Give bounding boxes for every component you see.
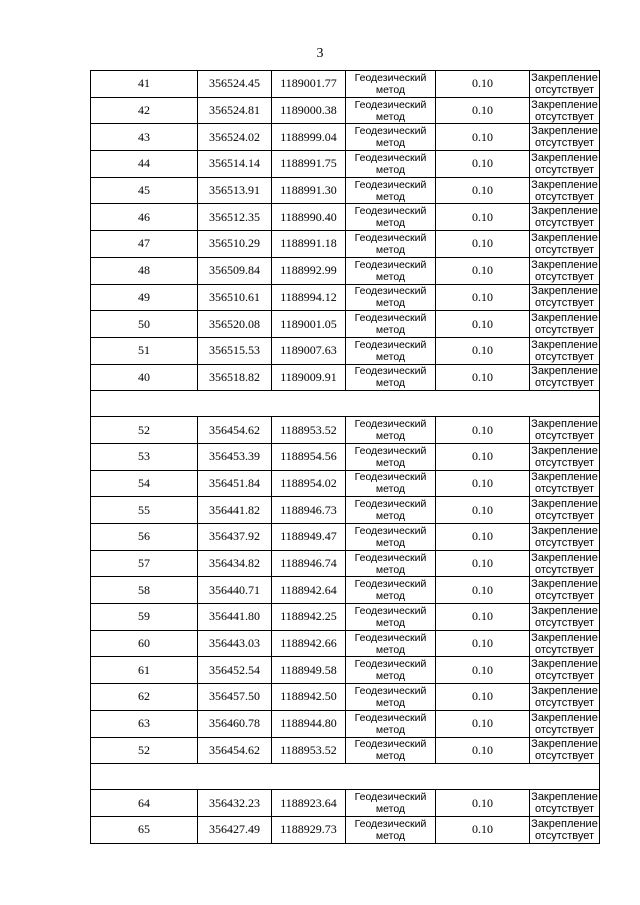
table-row [91, 577, 600, 604]
point-number-cell: 51 [91, 337, 198, 364]
method-cell: Геодезический метод [346, 417, 436, 444]
fixing-description-cell: Закрепление отсутствует [531, 791, 598, 816]
x-coordinate-cell: 356434.82 [198, 550, 272, 577]
table-row [91, 257, 600, 284]
method-cell: Геодезический метод [346, 524, 436, 551]
y-coordinate-cell: 1188929.73 [272, 816, 346, 843]
y-coordinate-cell: 1188992.99 [272, 257, 346, 284]
table-row [91, 284, 600, 311]
y-coordinate-cell: 1188923.64 [272, 790, 346, 817]
fixing-description-cell: Закрепление отсутствует [531, 524, 598, 549]
y-coordinate-cell: 1188949.58 [272, 657, 346, 684]
point-number-cell: 52 [91, 417, 198, 444]
y-coordinate-cell: 1188942.25 [272, 604, 346, 631]
y-coordinate-cell: 1188946.74 [272, 550, 346, 577]
precision-cell: 0.10 [436, 364, 530, 391]
point-number-cell: 54 [91, 470, 198, 497]
precision-cell: 0.10 [436, 550, 530, 577]
point-number-cell: 65 [91, 816, 198, 843]
precision-cell: 0.10 [436, 337, 530, 364]
method-cell: Геодезический метод [346, 816, 436, 843]
fixing-description-cell: Закрепление отсутствует [531, 231, 598, 256]
x-coordinate-cell: 356510.61 [198, 284, 272, 311]
table-row [91, 364, 600, 391]
fixing-description-cell: Закрепление отсутствует [531, 658, 598, 683]
method-cell: Геодезический метод [346, 604, 436, 631]
x-coordinate-cell: 356437.92 [198, 524, 272, 551]
y-coordinate-cell: 1188954.02 [272, 470, 346, 497]
method-cell: Геодезический метод [346, 657, 436, 684]
method-cell: Геодезический метод [346, 577, 436, 604]
y-coordinate-cell: 1189001.77 [272, 71, 346, 98]
page-number: 3 [316, 46, 324, 61]
precision-cell: 0.10 [436, 97, 530, 124]
y-coordinate-cell: 1188994.12 [272, 284, 346, 311]
table-row [91, 710, 600, 737]
fixing-description-cell: Закрепление отсутствует [531, 684, 598, 709]
point-number-cell: 44 [91, 151, 198, 178]
x-coordinate-cell: 356518.82 [198, 364, 272, 391]
x-coordinate-cell: 356441.82 [198, 497, 272, 524]
contour-separator-row [91, 764, 600, 790]
x-coordinate-cell: 356452.54 [198, 657, 272, 684]
x-coordinate-cell: 356524.81 [198, 97, 272, 124]
method-cell: Геодезический метод [346, 71, 436, 98]
point-number-cell: 57 [91, 550, 198, 577]
fixing-description-cell: Закрепление отсутствует [531, 151, 598, 176]
y-coordinate-cell: 1188954.56 [272, 443, 346, 470]
method-cell: Геодезический метод [346, 737, 436, 764]
fixing-description-cell: Закрепление отсутствует [531, 71, 598, 96]
fixing-description-cell: Закрепление отсутствует [531, 498, 598, 523]
y-coordinate-cell: 1188999.04 [272, 124, 346, 151]
x-coordinate-cell: 356515.53 [198, 337, 272, 364]
fixing-description-cell: Закрепление отсутствует [531, 258, 598, 283]
x-coordinate-cell: 356427.49 [198, 816, 272, 843]
fixing-description-cell: Закрепление отсутствует [531, 604, 598, 629]
x-coordinate-cell: 356509.84 [198, 257, 272, 284]
y-coordinate-cell: 1188991.18 [272, 231, 346, 258]
precision-cell: 0.10 [436, 470, 530, 497]
y-coordinate-cell: 1188942.50 [272, 684, 346, 711]
x-coordinate-cell: 356460.78 [198, 710, 272, 737]
method-cell: Геодезический метод [346, 470, 436, 497]
y-coordinate-cell: 1189001.05 [272, 311, 346, 338]
table-row [91, 337, 600, 364]
precision-cell: 0.10 [436, 790, 530, 817]
fixing-description-cell: Закрепление отсутствует [531, 338, 598, 363]
precision-cell: 0.10 [436, 604, 530, 631]
fixing-description-cell: Закрепление отсутствует [531, 178, 598, 203]
y-coordinate-cell: 1188942.64 [272, 577, 346, 604]
fixing-description-cell: Закрепление отсутствует [531, 444, 598, 469]
point-number-cell: 48 [91, 257, 198, 284]
method-cell: Геодезический метод [346, 630, 436, 657]
y-coordinate-cell: 1188991.30 [272, 177, 346, 204]
precision-cell: 0.10 [436, 657, 530, 684]
point-number-cell: 61 [91, 657, 198, 684]
contour-separator-cell [91, 764, 600, 790]
fixing-description-cell: Закрепление отсутствует [531, 471, 598, 496]
point-number-cell: 53 [91, 443, 198, 470]
x-coordinate-cell: 356454.62 [198, 417, 272, 444]
x-coordinate-cell: 356443.03 [198, 630, 272, 657]
fixing-description-cell: Закрепление отсутствует [531, 631, 598, 656]
table-row [91, 470, 600, 497]
x-coordinate-cell: 356513.91 [198, 177, 272, 204]
method-cell: Геодезический метод [346, 364, 436, 391]
x-coordinate-cell: 356451.84 [198, 470, 272, 497]
table-row [91, 417, 600, 444]
fixing-description-cell: Закрепление отсутствует [531, 551, 598, 576]
method-cell: Геодезический метод [346, 151, 436, 178]
fixing-description-cell: Закрепление отсутствует [531, 125, 598, 150]
precision-cell: 0.10 [436, 151, 530, 178]
fixing-description-cell: Закрепление отсутствует [531, 711, 598, 736]
table-row [91, 97, 600, 124]
fixing-description-cell: Закрепление отсутствует [531, 418, 598, 443]
y-coordinate-cell: 1189009.91 [272, 364, 346, 391]
coordinates-table [90, 70, 600, 844]
point-number-cell: 42 [91, 97, 198, 124]
precision-cell: 0.10 [436, 124, 530, 151]
precision-cell: 0.10 [436, 311, 530, 338]
y-coordinate-cell: 1188944.80 [272, 710, 346, 737]
table-row [91, 524, 600, 551]
point-number-cell: 62 [91, 684, 198, 711]
method-cell: Геодезический метод [346, 311, 436, 338]
table-row [91, 497, 600, 524]
fixing-description-cell: Закрепление отсутствует [531, 817, 598, 842]
x-coordinate-cell: 356440.71 [198, 577, 272, 604]
x-coordinate-cell: 356524.02 [198, 124, 272, 151]
precision-cell: 0.10 [436, 630, 530, 657]
table-row [91, 737, 600, 764]
point-number-cell: 43 [91, 124, 198, 151]
precision-cell: 0.10 [436, 204, 530, 231]
method-cell: Геодезический метод [346, 337, 436, 364]
y-coordinate-cell: 1188991.75 [272, 151, 346, 178]
precision-cell: 0.10 [436, 284, 530, 311]
point-number-cell: 40 [91, 364, 198, 391]
x-coordinate-cell: 356510.29 [198, 231, 272, 258]
x-coordinate-cell: 356457.50 [198, 684, 272, 711]
fixing-description-cell: Закрепление отсутствует [531, 312, 598, 337]
point-number-cell: 52 [91, 737, 198, 764]
method-cell: Геодезический метод [346, 231, 436, 258]
x-coordinate-cell: 356453.39 [198, 443, 272, 470]
fixing-description-cell: Закрепление отсутствует [531, 738, 598, 763]
point-number-cell: 45 [91, 177, 198, 204]
method-cell: Геодезический метод [346, 443, 436, 470]
method-cell: Геодезический метод [346, 257, 436, 284]
table-row [91, 177, 600, 204]
table-row [91, 311, 600, 338]
point-number-cell: 58 [91, 577, 198, 604]
fixing-description-cell: Закрепление отсутствует [531, 578, 598, 603]
y-coordinate-cell: 1188946.73 [272, 497, 346, 524]
method-cell: Геодезический метод [346, 204, 436, 231]
precision-cell: 0.10 [436, 71, 530, 98]
precision-cell: 0.10 [436, 177, 530, 204]
contour-separator-row [91, 391, 600, 417]
table-row [91, 684, 600, 711]
method-cell: Геодезический метод [346, 710, 436, 737]
precision-cell: 0.10 [436, 257, 530, 284]
coordinates-table-body [91, 71, 600, 844]
precision-cell: 0.10 [436, 710, 530, 737]
method-cell: Геодезический метод [346, 497, 436, 524]
precision-cell: 0.10 [436, 497, 530, 524]
table-row [91, 604, 600, 631]
precision-cell: 0.10 [436, 816, 530, 843]
contour-separator-cell [91, 391, 600, 417]
table-row [91, 124, 600, 151]
x-coordinate-cell: 356520.08 [198, 311, 272, 338]
y-coordinate-cell: 1188949.47 [272, 524, 346, 551]
point-number-cell: 63 [91, 710, 198, 737]
precision-cell: 0.10 [436, 443, 530, 470]
fixing-description-cell: Закрепление отсутствует [531, 365, 598, 390]
x-coordinate-cell: 356432.23 [198, 790, 272, 817]
point-number-cell: 64 [91, 790, 198, 817]
table-row [91, 71, 600, 98]
point-number-cell: 60 [91, 630, 198, 657]
point-number-cell: 56 [91, 524, 198, 551]
table-row [91, 790, 600, 817]
table-row [91, 630, 600, 657]
point-number-cell: 59 [91, 604, 198, 631]
x-coordinate-cell: 356524.45 [198, 71, 272, 98]
fixing-description-cell: Закрепление отсутствует [531, 98, 598, 123]
precision-cell: 0.10 [436, 684, 530, 711]
x-coordinate-cell: 356441.80 [198, 604, 272, 631]
method-cell: Геодезический метод [346, 284, 436, 311]
fixing-description-cell: Закрепление отсутствует [531, 205, 598, 230]
y-coordinate-cell: 1188942.66 [272, 630, 346, 657]
precision-cell: 0.10 [436, 417, 530, 444]
precision-cell: 0.10 [436, 524, 530, 551]
method-cell: Геодезический метод [346, 550, 436, 577]
method-cell: Геодезический метод [346, 177, 436, 204]
y-coordinate-cell: 1189007.63 [272, 337, 346, 364]
method-cell: Геодезический метод [346, 97, 436, 124]
fixing-description-cell: Закрепление отсутствует [531, 285, 598, 310]
table-row [91, 657, 600, 684]
table-row [91, 204, 600, 231]
point-number-cell: 46 [91, 204, 198, 231]
point-number-cell: 41 [91, 71, 198, 98]
point-number-cell: 55 [91, 497, 198, 524]
point-number-cell: 50 [91, 311, 198, 338]
table-row [91, 443, 600, 470]
x-coordinate-cell: 356512.35 [198, 204, 272, 231]
precision-cell: 0.10 [436, 577, 530, 604]
table-row [91, 816, 600, 843]
y-coordinate-cell: 1189000.38 [272, 97, 346, 124]
method-cell: Геодезический метод [346, 790, 436, 817]
y-coordinate-cell: 1188990.40 [272, 204, 346, 231]
precision-cell: 0.10 [436, 737, 530, 764]
table-row [91, 231, 600, 258]
y-coordinate-cell: 1188953.52 [272, 737, 346, 764]
table-row [91, 550, 600, 577]
method-cell: Геодезический метод [346, 684, 436, 711]
point-number-cell: 49 [91, 284, 198, 311]
point-number-cell: 47 [91, 231, 198, 258]
x-coordinate-cell: 356454.62 [198, 737, 272, 764]
x-coordinate-cell: 356514.14 [198, 151, 272, 178]
y-coordinate-cell: 1188953.52 [272, 417, 346, 444]
precision-cell: 0.10 [436, 231, 530, 258]
table-row [91, 151, 600, 178]
method-cell: Геодезический метод [346, 124, 436, 151]
